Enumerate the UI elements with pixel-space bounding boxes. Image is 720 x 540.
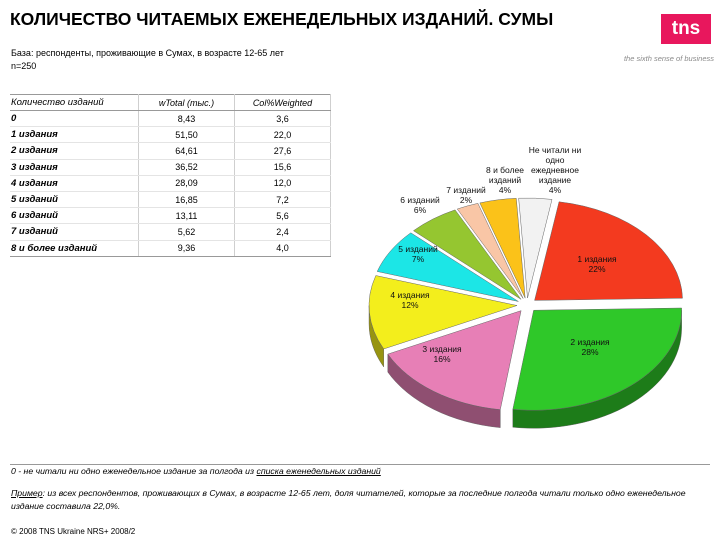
row-pct: 5,6: [235, 208, 331, 224]
row-label: 1 издания: [10, 127, 139, 143]
example-label: Пример: [11, 488, 43, 498]
slice-label: 1 издания: [577, 254, 617, 264]
row-label: 2 издания: [10, 143, 139, 159]
slice-label: Не читали ни: [528, 145, 582, 155]
slice-label: 16%: [433, 354, 451, 364]
slice-label: 3 издания: [422, 344, 462, 354]
row-total: 13,11: [139, 208, 235, 224]
row-total: 16,85: [139, 191, 235, 207]
slice-label: 8 и более: [485, 165, 525, 175]
col-header-total: wTotal (тыс.): [139, 95, 235, 111]
tns-logo: tns: [661, 14, 711, 44]
slice-label: 28%: [581, 347, 599, 357]
slice-label: 4%: [498, 185, 512, 195]
slice-label: 4%: [548, 185, 562, 195]
page-title: КОЛИЧЕСТВО ЧИТАЕМЫХ ЕЖЕНЕДЕЛЬНЫХ ИЗДАНИЙ. СУМЫ: [10, 9, 554, 29]
slice-label: изданий: [488, 175, 522, 185]
row-pct: 22,0: [235, 127, 331, 143]
col-header-count: Количество изданий: [10, 95, 139, 111]
row-total: 36,52: [139, 159, 235, 175]
slice-label: 2 издания: [570, 337, 610, 347]
logo-tagline: the sixth sense of business: [623, 54, 714, 63]
row-total: 8,43: [139, 111, 235, 127]
row-label: 5 изданий: [10, 191, 139, 207]
row-total: 28,09: [139, 175, 235, 191]
row-pct: 15,6: [235, 159, 331, 175]
slice-label: издание: [538, 175, 572, 185]
example-note: [11, 487, 701, 513]
copyright: © 2008 TNS Ukraine NRS+ 2008/2: [11, 527, 136, 536]
divider: [10, 464, 710, 465]
col-header-pct: Col%Weighted: [235, 95, 331, 111]
row-label: 0: [10, 111, 139, 127]
row-pct: 2,4: [235, 224, 331, 240]
slice-label: ежедневное: [531, 165, 579, 175]
pie-slice: [535, 202, 683, 301]
row-pct: 12,0: [235, 175, 331, 191]
slice-label: 5 изданий: [398, 244, 438, 254]
example-text: : из всех респондентов, проживающих в Сумах, в возрасте 12-65 лет, доля читателей, которые за последние полгода читали только одно еженедельное издание составила 22,0%.: [11, 488, 686, 511]
slice-label: 7 изданий: [446, 185, 486, 195]
row-total: 9,36: [139, 240, 235, 256]
row-total: 64,61: [139, 143, 235, 159]
sample-size: n=250: [11, 61, 37, 71]
slice-label: 12%: [401, 300, 419, 310]
slice-label: 6 изданий: [400, 195, 440, 205]
zero-note: [11, 466, 381, 476]
slice-label: 6%: [413, 205, 427, 215]
slice-label: 4 издания: [390, 290, 430, 300]
slice-label: 2%: [459, 195, 473, 205]
row-pct: 7,2: [235, 191, 331, 207]
row-label: 3 издания: [10, 159, 139, 175]
row-pct: 4,0: [235, 240, 331, 256]
row-total: 51,50: [139, 127, 235, 143]
pie-slice: [513, 308, 682, 410]
zero-note-text: 0 - не читали ни одно еженедельное издание за полгода из: [11, 466, 257, 476]
row-label: 8 и более изданий: [10, 240, 139, 256]
slice-label: 7%: [411, 254, 425, 264]
row-pct: 3,6: [235, 111, 331, 127]
row-label: 6 изданий: [10, 208, 139, 224]
row-label: 4 издания: [10, 175, 139, 191]
list-link[interactable]: списка еженедельных изданий: [256, 466, 381, 476]
row-label: 7 изданий: [10, 224, 139, 240]
slice-label: 22%: [588, 264, 606, 274]
slice-label: одно: [545, 155, 565, 165]
row-total: 5,62: [139, 224, 235, 240]
sample-base-line1: База: респонденты, проживающие в Сумах, в возрасте 12-65 лет: [11, 48, 284, 58]
row-pct: 27,6: [235, 143, 331, 159]
